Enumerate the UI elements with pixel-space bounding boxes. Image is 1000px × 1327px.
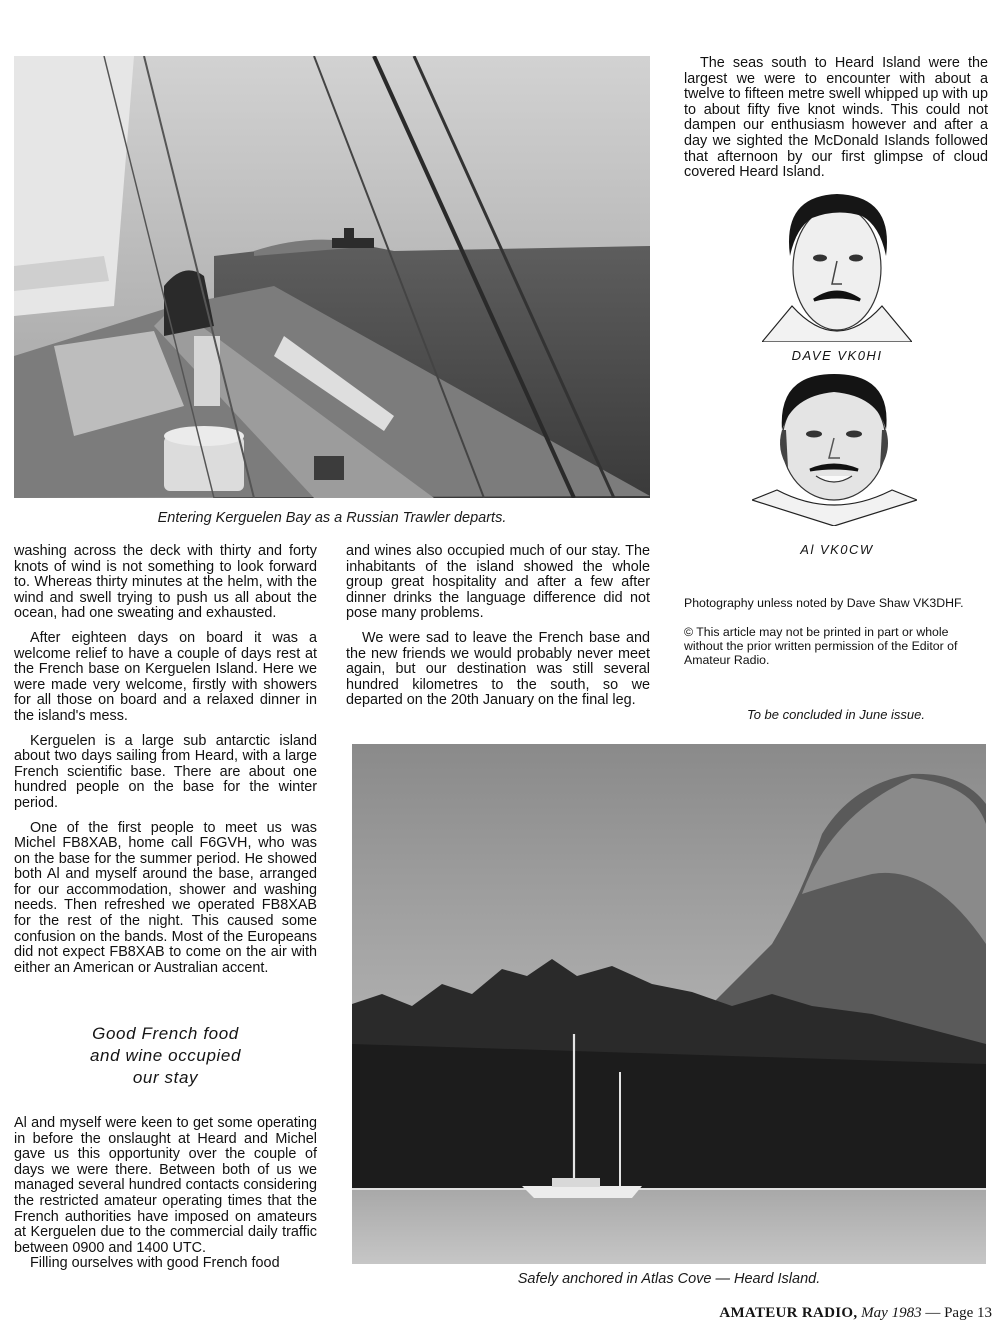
paragraph: washing across the deck with thirty and forty knots of wind is not something to look forward to. Whereas thirty minutes at the helm, with the wind and swell trying to push us all about the ocean, had one sweating and exhausted.: [14, 543, 317, 622]
footer-issue: May 1983: [861, 1305, 922, 1321]
footer-brand: AMATEUR RADIO,: [719, 1305, 858, 1321]
left-column: [14, 544, 317, 976]
photo-credit: Photography unless noted by Dave Shaw VK3DHF.: [684, 596, 964, 610]
paragraph: One of the first people to meet us was Michel FB8XAB, home call F6GVH, who was on the base for the summer period. He showed both Al and myself around the base, arranged for our accommodation, shower and washing needs. Then refreshed we operated FB8XAB for the rest of the night. This caused some confusion on the bands. Most of the Europeans did not expect FB8XAB to come on the air with either an American or Australian accent.: [14, 819, 317, 976]
middle-column: [346, 544, 650, 709]
paragraph: Kerguelen is a large sub antarctic island about two days sailing from Heard, with a large French scientific base. There are about one hundred people on the base for the winter period.: [14, 732, 317, 811]
left-column-lower: [14, 1116, 317, 1272]
paragraph: We were sad to leave the French base and the new friends we would probably never meet again, but our destination was still several hundred kilometres to the south, so we departed on the 20th January on the final leg.: [346, 629, 650, 709]
paragraph: The seas south to Heard Island were the largest we were to encounter with about a twelve to fifteen metre swell whipped up with up to about fifty five knot winds. This could not dampen our enthusiasm however and after a day we sighted the McDonald Islands followed that afternoon by our first glimpse of cloud covered Heard Island.: [684, 55, 988, 181]
copyright-notice: © This article may not be printed in part or whole without the prior written permission of the Editor of Amateur Radio.: [684, 625, 958, 667]
pull-quote-line: Good French food: [92, 1024, 239, 1043]
portrait-label-dave: DAVE VK0HI: [791, 348, 883, 363]
pull-quote-line: and wine occupied: [89, 1046, 242, 1065]
photo-caption-kerguelen: Entering Kerguelen Bay as a Russian Trawler departs.: [157, 510, 507, 526]
paragraph: Al and myself were keen to get some operating in before the onslaught at Heard and Michel gave us this opportunity over the couple of days we were there. Between both of us we managed several hundred contacts considering the restricted amateur operating times that the French authorities have imposed on amateurs at Kerguelen due to the commercial daily traffic between 0900 and 1400 UTC.: [14, 1115, 317, 1256]
photo-caption-atlas-cove: Safely anchored in Atlas Cove — Heard Island.: [517, 1271, 821, 1287]
pull-quote: [14, 1023, 317, 1089]
portrait-al: [752, 370, 917, 526]
photo-kerguelen-bay: [14, 56, 650, 498]
photo-atlas-cove: [352, 744, 986, 1264]
right-column-intro: [684, 56, 988, 181]
pull-quote-line: our stay: [132, 1068, 199, 1087]
portrait-dave: [762, 186, 912, 342]
paragraph: After eighteen days on board it was a welcome relief to have a couple of days rest at the French base on Kerguelen Island. Here we were made very welcome, firstly with showers for all those on board and a relaxed dinner in the island's mess.: [14, 629, 317, 724]
continued-note: To be concluded in June issue.: [746, 707, 926, 722]
paragraph: and wines also occupied much of our stay. The inhabitants of the island showed the whole group great hospitality and after a few after dinner drinks the language difference did not pose many problems.: [346, 543, 650, 622]
footer-page: — Page 13: [925, 1305, 992, 1321]
portrait-label-al: Al VK0CW: [800, 542, 874, 557]
page-footer: [694, 1305, 992, 1322]
paragraph: Filling ourselves with good French food: [30, 1255, 280, 1272]
